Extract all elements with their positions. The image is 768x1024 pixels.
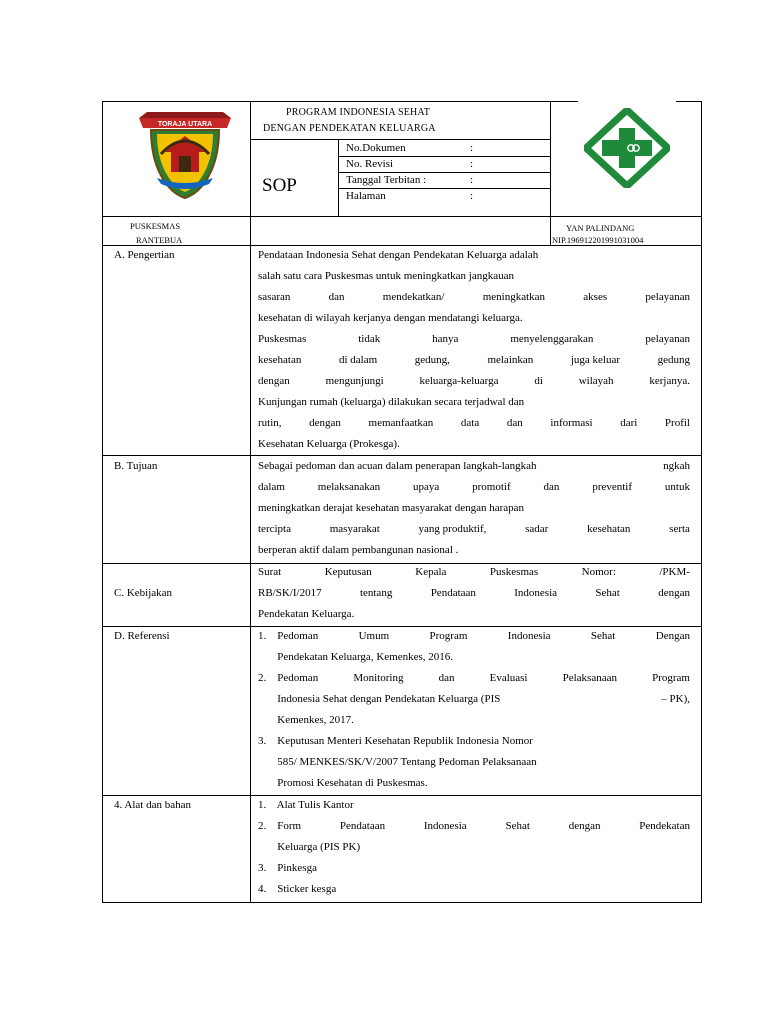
text-line (258, 524, 690, 535)
meta-tanggal-terbit: Tanggal Terbitan : (346, 174, 427, 186)
text-segment: Evaluasi (489, 672, 528, 684)
text-segment: Monitoring (353, 672, 404, 684)
section-c-bottom (102, 626, 702, 627)
meta-row-2 (338, 172, 550, 173)
text-line (258, 545, 690, 556)
text-segment: Surat (258, 566, 282, 578)
text-segment: Pendataan Indonesia Sehat dengan Pendekatan Keluarga adalah (258, 249, 539, 261)
text-segment: Program (652, 672, 690, 684)
text-segment: Kesehatan Keluarga (Prokesga). (258, 438, 400, 450)
text-segment: Umum (358, 630, 390, 642)
text-segment: Puskesmas (258, 333, 307, 345)
text-segment: Pendataan (430, 587, 476, 599)
text-line (258, 313, 690, 324)
text-segment: data (460, 417, 480, 429)
meta-halaman: Halaman (346, 190, 386, 202)
text-segment: keluarga-keluarga (419, 375, 499, 387)
text-segment: gedung (657, 354, 690, 366)
border-left (102, 101, 103, 903)
text-segment: salah satu cara Puskesmas untuk meningkatkan jangkauan (258, 270, 514, 282)
text-segment: 1. Pedoman (258, 630, 319, 642)
signer-nip: NIP.196912201991031004 (552, 235, 644, 245)
text-segment: Promosi Kesehatan di Puskesmas. (258, 777, 428, 789)
text-segment: pelayanan (645, 291, 690, 303)
text-segment: Puskesmas (489, 566, 539, 578)
section-e-label: 4. Alat dan bahan (114, 799, 191, 811)
logo-text: TORAJA UTARA (157, 121, 213, 128)
text-line (258, 842, 690, 853)
text-line (258, 652, 690, 663)
text-segment: mengunjungi (325, 375, 384, 387)
text-segment: akses (583, 291, 608, 303)
signature-bottom (102, 245, 702, 246)
text-segment: Nomor: (581, 566, 616, 578)
text-segment: Dengan (655, 630, 690, 642)
meta-no-dokumen: No.Dokumen (346, 142, 406, 154)
text-line (258, 334, 690, 345)
text-line (258, 567, 690, 578)
text-segment: Pendataan (339, 820, 386, 832)
text-segment: Sehat (505, 820, 530, 832)
text-segment: masyarakat (329, 523, 380, 535)
text-segment: dengan (258, 375, 290, 387)
section-b-bottom (102, 563, 702, 564)
text-line (258, 694, 690, 705)
text-segment: dan (438, 672, 455, 684)
meta-row-3 (338, 188, 550, 189)
text-segment: preventif (592, 481, 633, 493)
text-segment: serta (669, 523, 690, 535)
text-segment: Pendekatan (639, 820, 690, 832)
text-segment: Kepala (415, 566, 447, 578)
signer-name: YAN PALINDANG (566, 223, 635, 233)
text-segment: tentang (359, 587, 393, 599)
text-segment: Pendekatan Keluarga. (258, 608, 355, 620)
rantebua-label: RANTEBUA (136, 235, 183, 245)
text-segment: Kemenkes, 2017. (258, 714, 354, 726)
text-segment: yang produktif, (418, 523, 487, 535)
text-line (258, 503, 690, 514)
toraja-utara-logo (137, 108, 233, 200)
text-line (258, 292, 690, 303)
text-segment: 1. Alat Tulis Kantor (258, 799, 354, 811)
text-segment: /PKM- (659, 566, 690, 578)
text-segment: melainkan (487, 354, 534, 366)
text-segment: 585/ MENKES/SK/V/2007 Tentang Pedoman Pelaksanaan (258, 756, 537, 768)
border-right (701, 101, 702, 903)
text-segment: Sebagai pedoman dan acuan dalam penerapan langkah-langkah (258, 460, 537, 472)
text-segment: dari (620, 417, 638, 429)
text-segment: juga keluar (570, 354, 621, 366)
text-segment: Indonesia (423, 820, 467, 832)
text-segment: kesehatan (258, 354, 302, 366)
text-segment: memanfaatkan (368, 417, 434, 429)
text-segment: Sehat (595, 587, 620, 599)
text-segment: RB/SK/I/2017 (258, 587, 322, 599)
text-segment: Kunjungan rumah (keluarga) dilakukan secara terjadwal dan (258, 396, 525, 408)
text-segment: 2. Form (258, 820, 302, 832)
text-segment: Profil (664, 417, 690, 429)
text-line (258, 609, 690, 620)
text-segment: informasi (550, 417, 593, 429)
text-segment: 3. Pinkesga (258, 862, 317, 874)
text-segment: dengan (658, 587, 690, 599)
border-bottom (102, 902, 702, 903)
text-segment: 3. Keputusan Menteri Kesehatan Republik Indonesia Nomor (258, 735, 533, 747)
text-segment: ngkah (663, 460, 690, 472)
text-line (258, 736, 690, 747)
text-line (258, 863, 690, 874)
meta-colon-2: : (470, 158, 474, 170)
text-segment: 4. Sticker kesga (258, 883, 337, 895)
text-segment: dan (543, 481, 560, 493)
text-segment: melaksanakan (317, 481, 381, 493)
text-line (258, 821, 690, 832)
text-segment: dan (506, 417, 523, 429)
section-d-label: D. Referensi (114, 630, 170, 642)
meta-no-revisi: No. Revisi (346, 158, 394, 170)
section-b-label: B. Tujuan (114, 460, 158, 472)
meta-col-divider (338, 139, 339, 216)
section-a-bottom (102, 455, 702, 456)
text-segment: Pelaksanaan (562, 672, 617, 684)
text-line (258, 418, 690, 429)
puskesmas-label: PUSKESMAS (130, 221, 181, 231)
section-d-bottom (102, 795, 702, 796)
text-segment: dengan (309, 417, 341, 429)
header-bottom (102, 216, 702, 217)
meta-colon-4: : (470, 190, 474, 202)
text-line (258, 397, 690, 408)
text-segment: Keputusan (324, 566, 372, 578)
text-line (258, 631, 690, 642)
text-line (258, 673, 690, 684)
meta-colon-1: : (470, 142, 474, 154)
text-segment: kesehatan di wilayah kerjanya dengan mendatangi keluarga. (258, 312, 523, 324)
header-divider (250, 139, 550, 140)
text-line (258, 482, 690, 493)
col-divider-2 (550, 101, 551, 245)
text-segment: dan (328, 291, 345, 303)
section-c-label: C. Kebijakan (114, 587, 173, 599)
text-line (258, 271, 690, 282)
text-segment: hanya (432, 333, 459, 345)
program-title-line1: PROGRAM INDONESIA SEHAT (286, 107, 431, 118)
text-line (258, 884, 690, 895)
text-segment: tidak (358, 333, 381, 345)
text-line (258, 439, 690, 450)
text-segment: upaya (412, 481, 440, 493)
text-segment: sasaran (258, 291, 291, 303)
text-segment: – PK), (661, 693, 690, 705)
text-line (258, 461, 690, 472)
meta-colon-3: : (470, 174, 474, 186)
border-top (102, 101, 578, 102)
text-line (258, 757, 690, 768)
text-segment: Program (429, 630, 468, 642)
text-line (258, 715, 690, 726)
text-segment: pelayanan (645, 333, 690, 345)
text-segment: meningkatkan derajat kesehatan masyarakat dengan harapan (258, 502, 525, 514)
text-line (258, 778, 690, 789)
program-title-line2: DENGAN PENDEKATAN KELUARGA (263, 123, 436, 134)
text-segment: Indonesia (514, 587, 558, 599)
text-segment: wilayah (578, 375, 614, 387)
section-a-label: A. Pengertian (114, 249, 175, 261)
text-segment: Pendekatan Keluarga, Kemenkes, 2016. (258, 651, 453, 663)
text-segment: promotif (472, 481, 511, 493)
text-line (258, 355, 690, 366)
text-segment: tercipta (258, 523, 291, 535)
text-segment: berperan aktif dalam pembangunan nasional . (258, 544, 459, 556)
col-divider-1 (250, 101, 251, 902)
text-segment: dengan (568, 820, 601, 832)
text-segment: rutin, (258, 417, 282, 429)
text-segment: dalam (258, 481, 285, 493)
text-segment: kerjanya. (649, 375, 690, 387)
border-top-right (676, 101, 702, 102)
text-segment: kesehatan (587, 523, 631, 535)
text-line (258, 588, 690, 599)
text-segment: sadar (525, 523, 549, 535)
text-segment: 2. Pedoman (258, 672, 319, 684)
text-line (258, 376, 690, 387)
text-segment: mendekatkan/ (382, 291, 445, 303)
text-segment: meningkatkan (482, 291, 546, 303)
puskesmas-logo (584, 108, 670, 188)
text-line (258, 250, 690, 261)
text-segment: di dalam (338, 354, 378, 366)
text-segment: Indonesia Sehat dengan Pendekatan Keluarga (PIS (258, 693, 501, 705)
text-segment: Indonesia (507, 630, 551, 642)
text-segment: menyelenggarakan (510, 333, 594, 345)
text-segment: di (534, 375, 543, 387)
sop-label: SOP (262, 175, 297, 196)
meta-row-1 (338, 156, 550, 157)
text-line (258, 800, 690, 811)
text-segment: gedung, (414, 354, 450, 366)
text-segment: Keluarga (PIS PK) (258, 841, 361, 853)
text-segment: Sehat (590, 630, 616, 642)
text-segment: untuk (664, 481, 690, 493)
